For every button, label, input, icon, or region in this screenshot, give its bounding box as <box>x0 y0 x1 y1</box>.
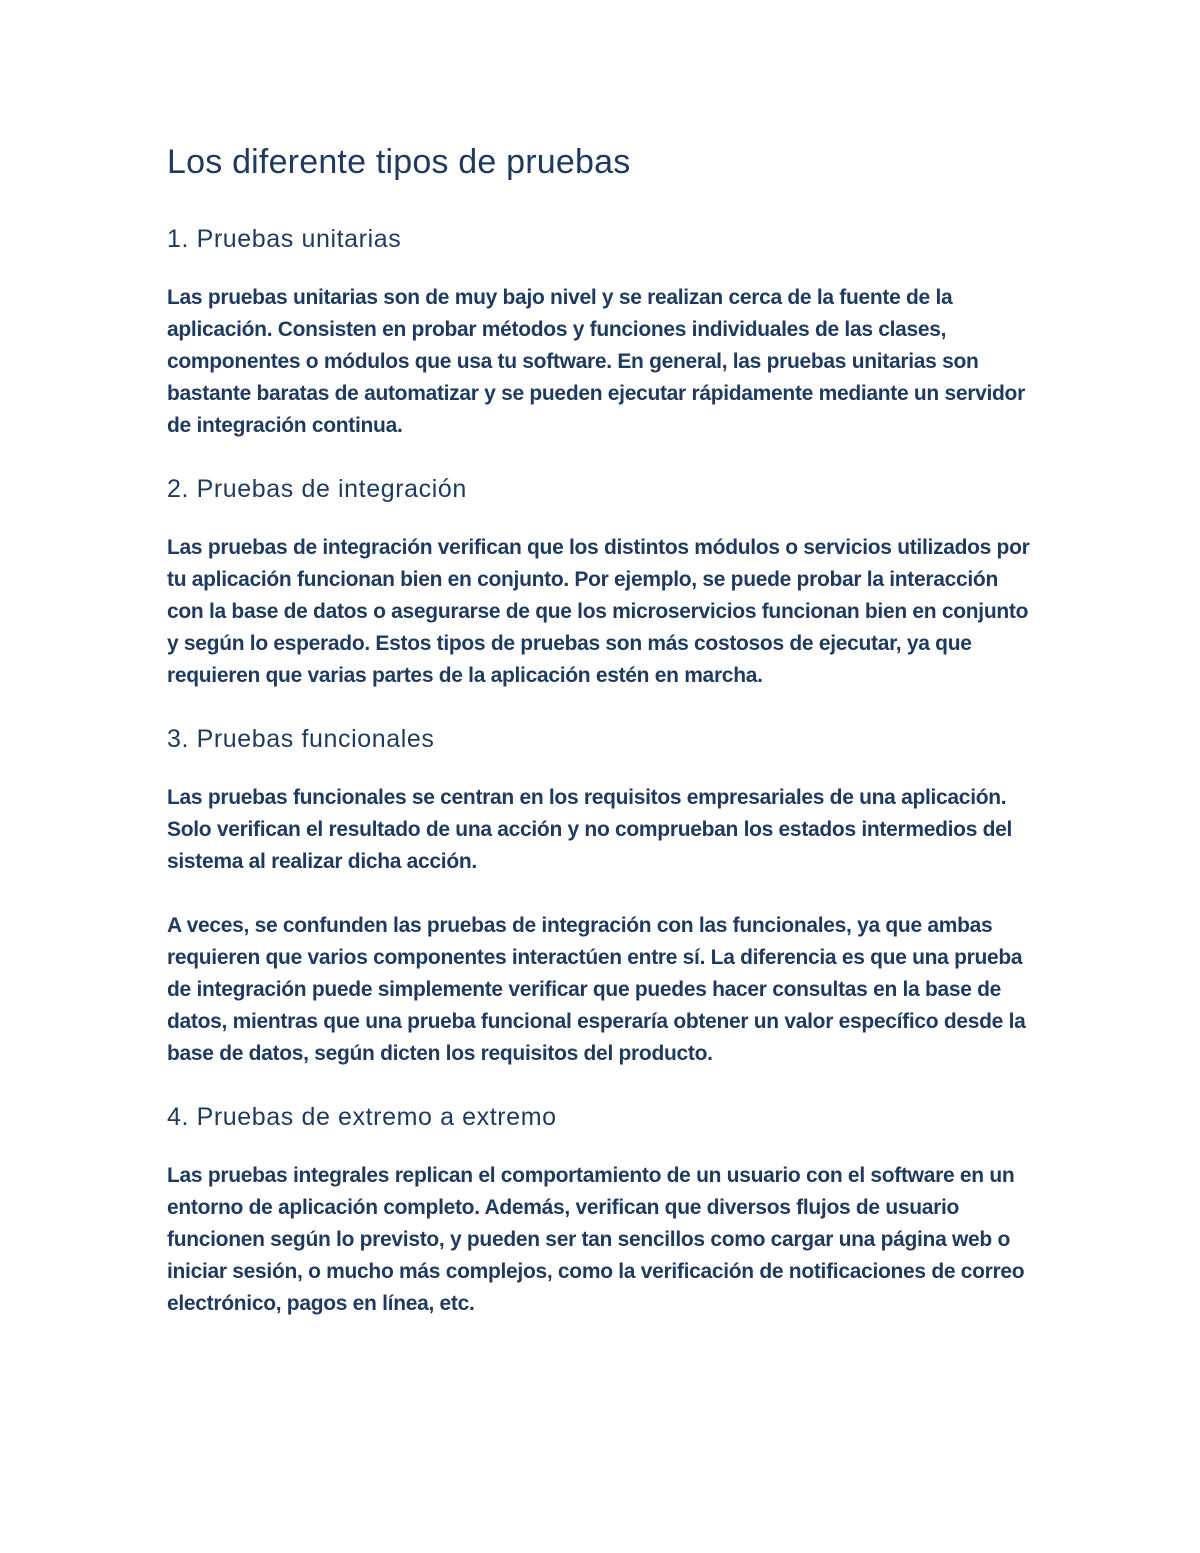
section-pruebas-funcionales <box>167 724 1039 1070</box>
section-heading-pruebas-unitarias: 1. Pruebas unitarias <box>167 225 402 253</box>
section-pruebas-extremo-a-extremo <box>167 1102 1039 1320</box>
section-pruebas-integracion <box>167 474 1039 692</box>
section-heading-pruebas-extremo-a-extremo: 4. Pruebas de extremo a extremo <box>167 1103 557 1131</box>
section-heading-pruebas-funcionales: 3. Pruebas funcionales <box>167 725 435 753</box>
paragraph-pruebas-funcionales-1: Las pruebas funcionales se centran en los requisitos empresariales de una aplicación. Solo verifican el resultado de una acción y no comprueban los estados intermedios del sistema al realizar dicha acción. <box>167 786 1013 873</box>
paragraph-pruebas-unitarias: Las pruebas unitarias son de muy bajo nivel y se realizan cerca de la fuente de la aplicación. Consisten en probar métodos y funciones individuales de las clases, componentes o módulos que usa tu software. En general, las pruebas unitarias son bastante baratas de automatizar y se pueden ejecutar rápidamente mediante un servidor de integración continua. <box>167 286 1025 437</box>
section-heading-pruebas-integracion: 2. Pruebas de integración <box>167 475 467 503</box>
document-title: Los diferente tipos de pruebas <box>167 143 631 181</box>
section-pruebas-unitarias <box>167 224 1039 442</box>
paragraph-pruebas-funcionales-2: A veces, se confunden las pruebas de integración con las funcionales, ya que ambas requieren que varios componentes interactúen entre sí. La diferencia es que una prueba de integración puede simplemente verificar que puedes hacer consultas en la base de datos, mientras que una prueba funcional esperaría obtener un valor específico desde la base de datos, según dicten los requisitos del producto. <box>167 914 1026 1065</box>
paragraph-pruebas-integracion: Las pruebas de integración verifican que los distintos módulos o servicios utilizados por tu aplicación funcionan bien en conjunto. Por ejemplo, se puede probar la interacción con la base de datos o asegurarse de que los microservicios funcionan bien en conjunto y según lo esperado. Estos tipos de pruebas son más costosos de ejecutar, ya que requieren que varias partes de la aplicación estén en marcha. <box>167 536 1030 687</box>
paragraph-pruebas-extremo-a-extremo: Las pruebas integrales replican el comportamiento de un usuario con el software en un entorno de aplicación completo. Además, verifican que diversos flujos de usuario funcionen según lo previsto, y pueden ser tan sencillos como cargar una página web o iniciar sesión, o mucho más complejos, como la verificación de notificaciones de correo electrónico, pagos en línea, etc. <box>167 1164 1025 1315</box>
document-content <box>167 140 1039 1320</box>
